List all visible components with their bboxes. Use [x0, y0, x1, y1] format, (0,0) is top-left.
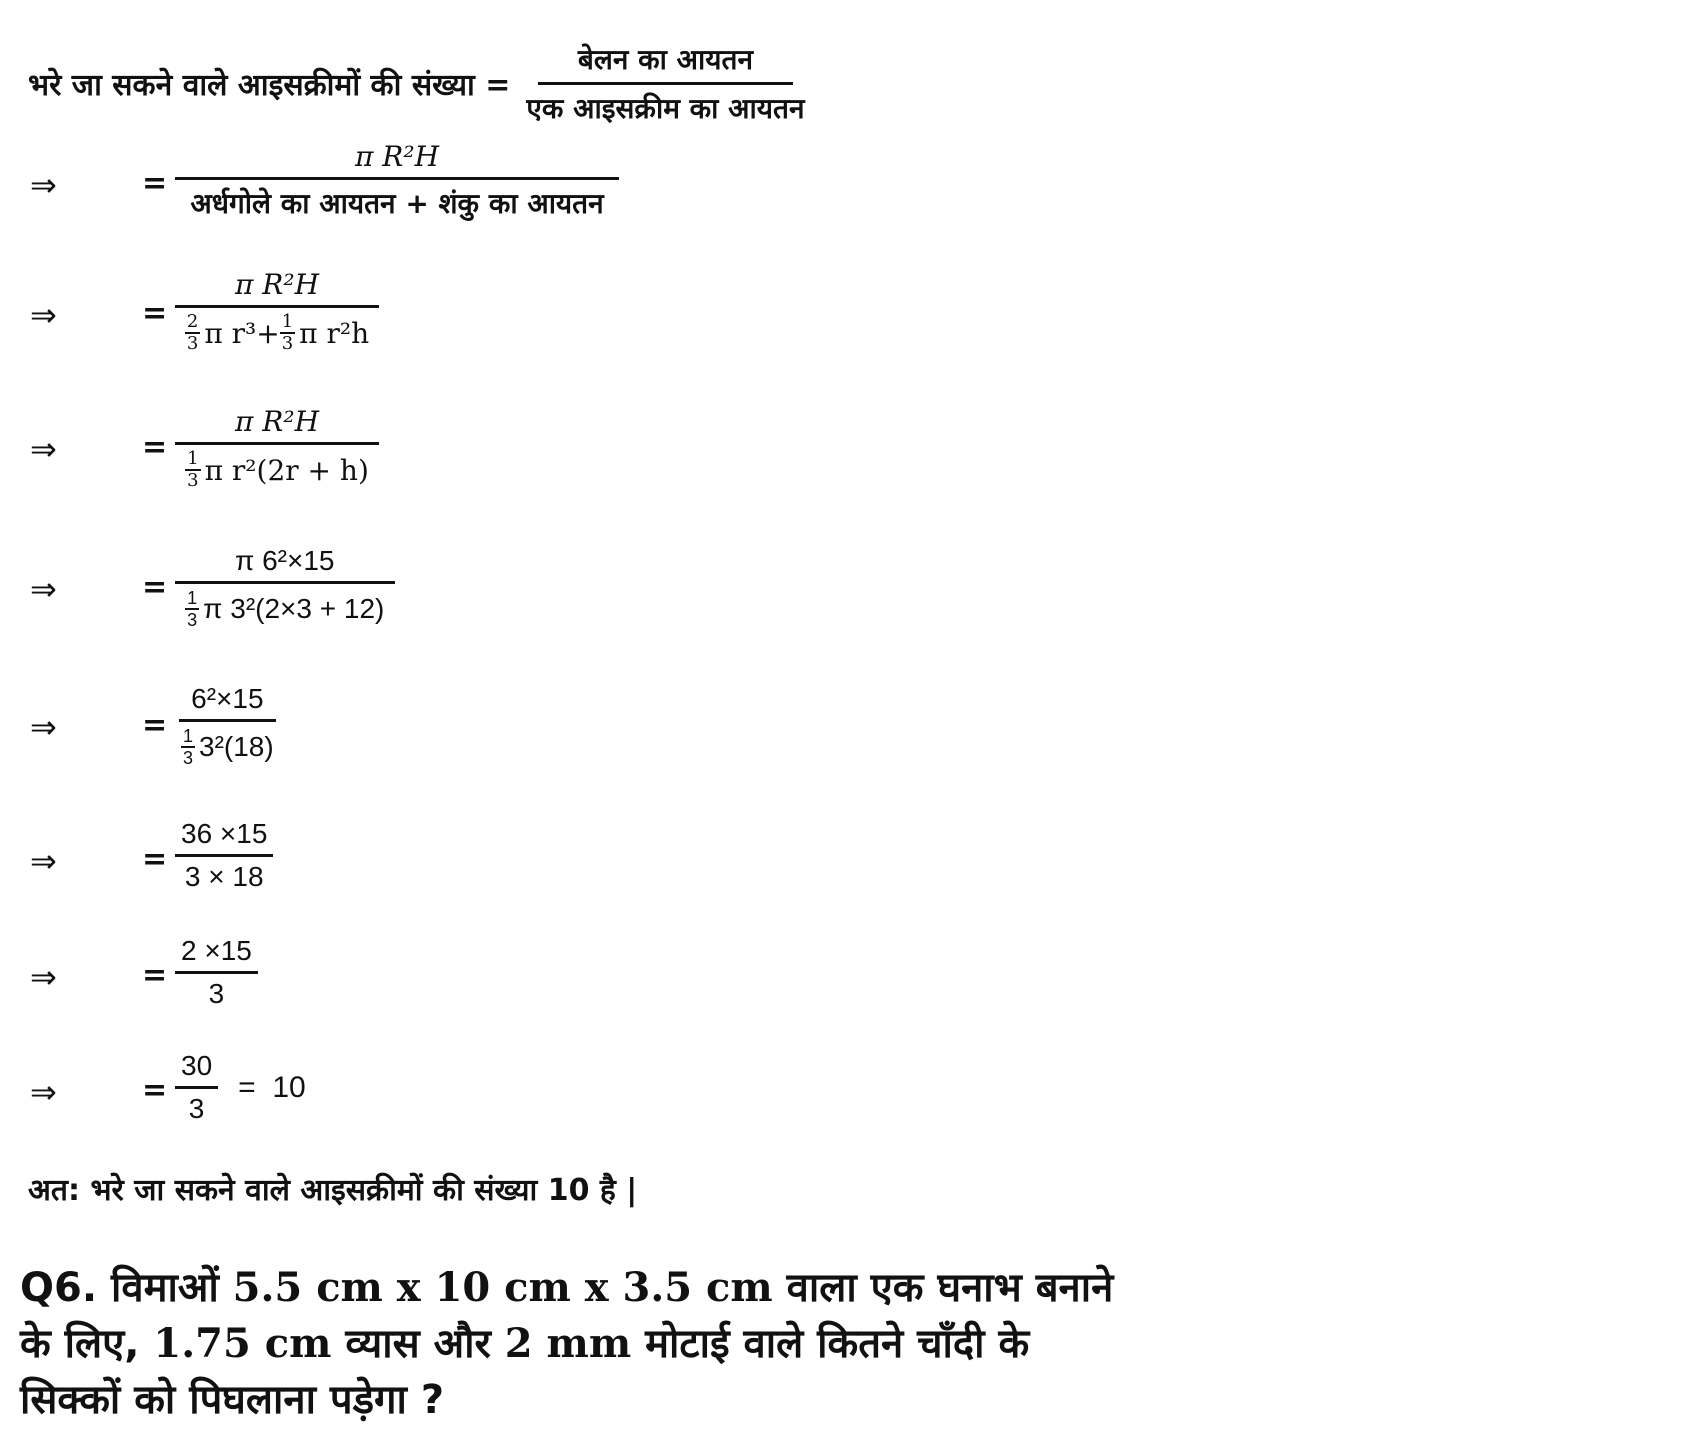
question-diameter: 1.75 cm [153, 1320, 332, 1367]
implies-arrow: ⇒ [30, 570, 57, 608]
step-6-numerator: 36 ×15 [175, 818, 273, 857]
question-number: Q6. [20, 1265, 98, 1311]
step-3-numerator: π R²H [175, 405, 379, 445]
step-2 [175, 268, 379, 354]
step-8-numerator: 30 [175, 1050, 218, 1089]
step-2-numerator: π R²H [175, 268, 379, 308]
frac-one: 1 [187, 588, 198, 608]
equals-sign: = [142, 166, 168, 201]
step-2-den-b: π r²h [299, 316, 370, 350]
frac-three: 3 [186, 333, 199, 354]
question-text-1: विमाओं [110, 1265, 219, 1311]
step-6-denominator: 3 × 18 [184, 861, 264, 892]
step-4-denominator: π 3²(2×3 + 12) [203, 593, 385, 624]
frac-three: 3 [187, 470, 199, 491]
step-1-denominator: अर्धगोले का आयतन + शंकु का आयतन [190, 187, 604, 220]
equals-sign: = [142, 958, 168, 993]
equals-sign: = [142, 708, 168, 743]
implies-arrow: ⇒ [30, 296, 57, 334]
step-1-numerator: π R²H [175, 140, 619, 180]
icecream-volume-text: एक आइसक्रीम का आयतन [526, 92, 805, 125]
equals-sign: = [142, 296, 168, 331]
step-7-numerator: 2 ×15 [175, 935, 258, 974]
question-text-3: व्यास और [345, 1321, 491, 1367]
frac-three: 3 [183, 748, 194, 768]
conclusion-text: अत: भरे जा सकने वाले आइसक्रीमों की संख्या 10 है | [28, 1173, 638, 1208]
ratio-definition-line [28, 40, 811, 127]
step-8-denominator: 3 [188, 1093, 205, 1124]
step-5 [175, 683, 280, 768]
step-8 [175, 1050, 306, 1125]
ratio-label: भरे जा सकने वाले आइसक्रीमों की संख्या = [28, 68, 511, 103]
frac-one: 1 [183, 726, 194, 746]
implies-arrow: ⇒ [30, 708, 57, 746]
step-4 [175, 545, 395, 630]
implies-arrow: ⇒ [30, 842, 57, 880]
equals-sign: = [142, 570, 168, 605]
question-text-2: वाला एक घनाभ बनाने के लिए, [20, 1265, 1114, 1367]
question-dimensions: 5.5 cm x 10 cm x 3.5 cm [232, 1264, 773, 1311]
equals-sign: = [142, 1073, 168, 1108]
frac-two: 2 [186, 311, 199, 332]
step-3-denominator: π r²(2r + h) [204, 453, 369, 487]
step-2-den-a: π r³+ [204, 316, 280, 350]
question-q6 [20, 1260, 1120, 1428]
step-7-denominator: 3 [208, 978, 225, 1009]
equals-sign: = [142, 430, 168, 465]
step-7 [175, 935, 258, 1010]
cylinder-volume-text: बेलन का आयतन [538, 40, 793, 85]
frac-one: 1 [187, 448, 199, 469]
frac-one: 1 [281, 311, 294, 332]
step-1 [175, 140, 619, 222]
question-text-4: मोटाई वाले कितने चाँदी के सिक्कों को पिघलाना पड़ेगा ? [20, 1321, 1030, 1423]
implies-arrow: ⇒ [30, 1073, 57, 1111]
implies-arrow: ⇒ [30, 958, 57, 996]
question-thickness: 2 mm [504, 1320, 632, 1367]
frac-three: 3 [281, 333, 294, 354]
implies-arrow: ⇒ [30, 430, 57, 468]
implies-arrow: ⇒ [30, 166, 57, 204]
step-5-numerator: 6²×15 [179, 683, 275, 722]
step-8-result: = 10 [238, 1070, 306, 1104]
step-6 [175, 818, 273, 893]
step-5-denominator: 3²(18) [199, 731, 274, 762]
step-3 [175, 405, 379, 491]
frac-three: 3 [187, 610, 198, 630]
equals-sign: = [142, 842, 168, 877]
step-4-numerator: π 6²×15 [175, 545, 395, 584]
ratio-fraction [520, 40, 810, 127]
